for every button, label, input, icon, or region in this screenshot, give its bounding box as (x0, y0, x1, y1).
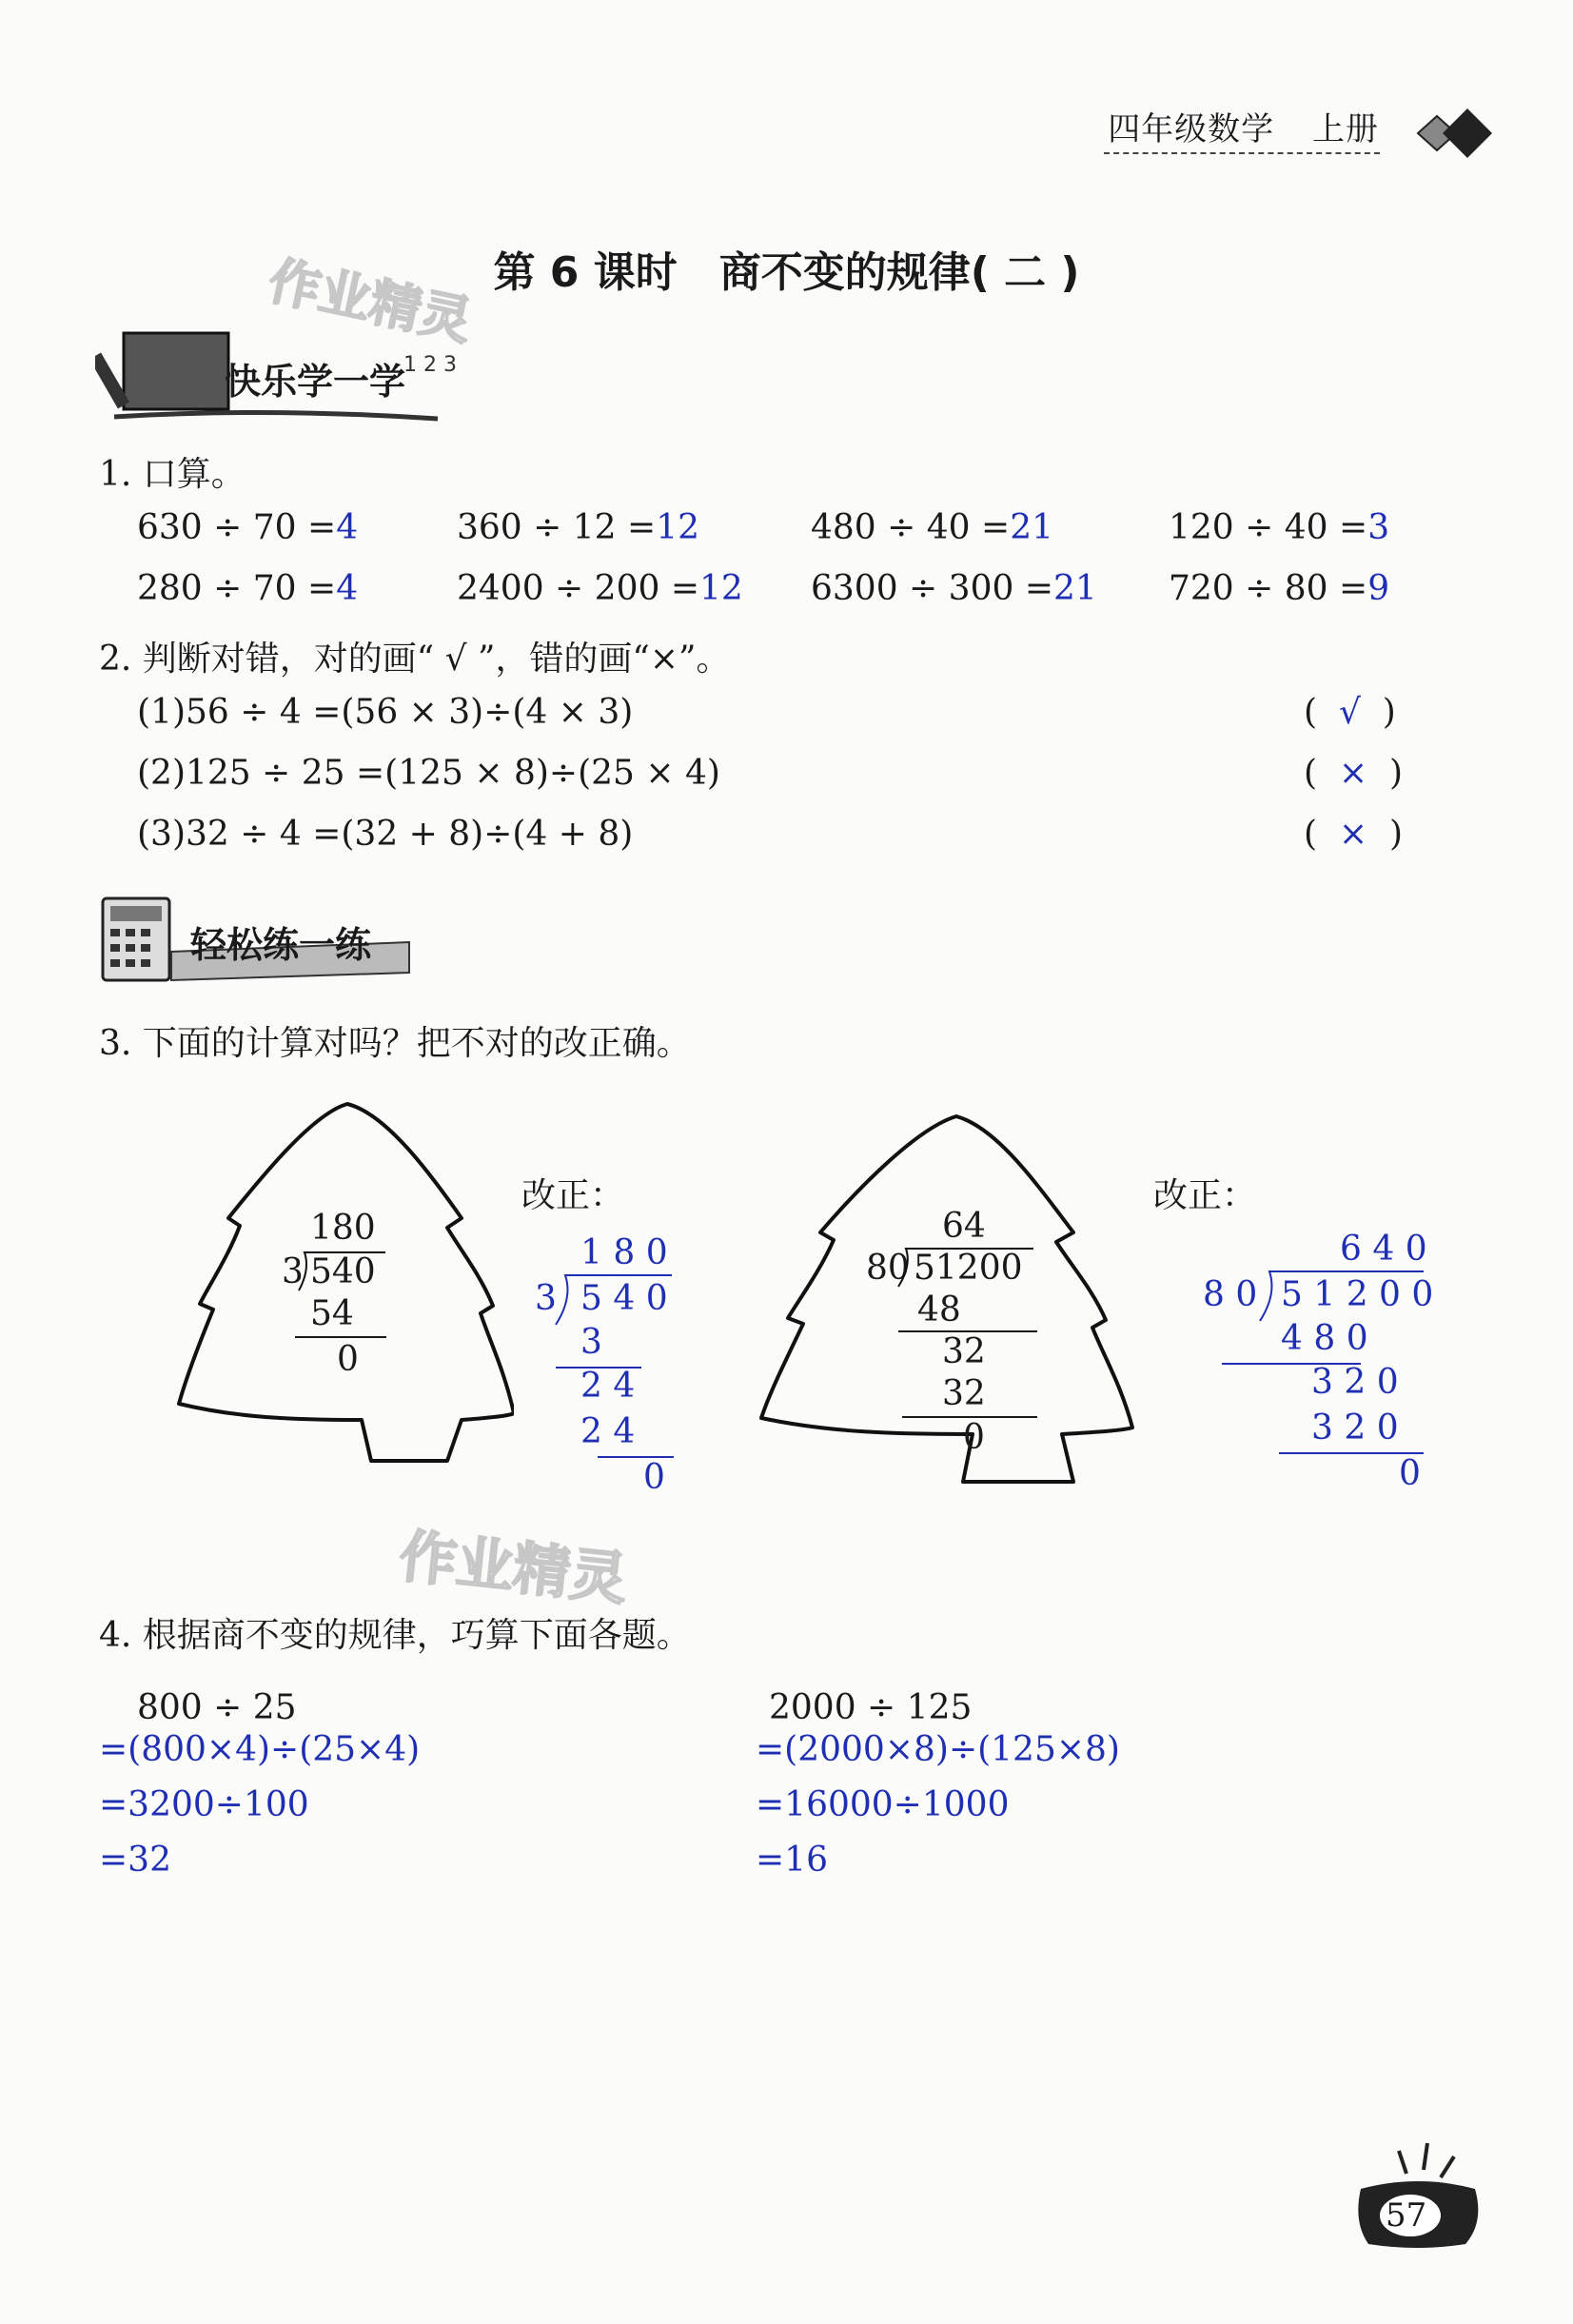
left-tree-divisor: 3 (282, 1252, 304, 1291)
right-fix-s2: 3 2 0 (1311, 1363, 1399, 1402)
right-tree-step3: 32 (942, 1374, 986, 1413)
right-tree-remainder: 0 (963, 1418, 985, 1457)
q1-expr: 6300 ÷ 300 = (811, 569, 1053, 608)
q4-left-problem: 800 ÷ 25 (137, 1688, 297, 1727)
q1-answer: 12 (656, 508, 699, 547)
book-name: 四年级数学 (1108, 110, 1275, 148)
svg-text:1 2 3: 1 2 3 (403, 353, 457, 377)
right-tree-quotient: 64 (942, 1207, 986, 1246)
left-tree-quotient: 180 (310, 1209, 376, 1248)
q2-label: 2. 判断对错，对的画“ √ ”，错的画“×”。 (99, 640, 731, 679)
q1-expr: 120 ÷ 40 = (1169, 508, 1368, 547)
left-fix-s3: 2 4 (580, 1412, 636, 1451)
left-fix-s4: 0 (643, 1458, 665, 1497)
q2-item-2: (2)125 ÷ 25 =(125 × 8)÷(25 × 4) (137, 754, 720, 793)
section-practice-title: 轻松练一练 (190, 924, 372, 966)
q1-r1-c4 (1169, 508, 1389, 547)
right-fix-s4: 0 (1399, 1454, 1421, 1493)
watermark-top: 作业精灵 (263, 250, 478, 352)
right-tree-dividend: 51200 (914, 1249, 1023, 1288)
q3-label: 3. 下面的计算对吗？把不对的改正确。 (99, 1024, 691, 1063)
tv-badge-icon (1342, 2132, 1485, 2255)
page-number: 57 (1386, 2196, 1427, 2235)
diamond-decoration-icon (1397, 95, 1502, 171)
right-tree-step1: 48 (917, 1290, 961, 1329)
q1-r1-c3 (811, 508, 1053, 547)
left-fix-quotient: 1 8 0 (580, 1233, 668, 1272)
q1-answer: 9 (1367, 569, 1390, 608)
q4-right-step-1: =(2000×8)÷(125×8) (756, 1730, 1120, 1769)
section-learn-title: 快乐学一学 (225, 361, 406, 403)
q1-answer: 4 (336, 508, 359, 547)
q1-answer: 12 (699, 569, 743, 608)
q1-answer: 21 (1053, 569, 1097, 608)
left-tree-remainder: 0 (337, 1340, 359, 1379)
left-correction-label: 改正： (521, 1176, 625, 1215)
q1-r1-c2 (457, 508, 699, 547)
left-tree-bracket (295, 1249, 390, 1296)
q1-label: 1. 口算。 (99, 455, 246, 494)
left-tree-rule (295, 1336, 386, 1338)
q1-answer: 4 (336, 569, 359, 608)
book-volume: 上册 (1312, 110, 1379, 148)
q4-left-step-3: =32 (99, 1841, 171, 1880)
q1-r2-c3 (811, 569, 1097, 608)
q1-expr: 280 ÷ 70 = (137, 569, 337, 608)
q1-expr: 630 ÷ 70 = (137, 508, 337, 547)
q1-expr: 480 ÷ 40 = (811, 508, 1011, 547)
q1-expr: 2400 ÷ 200 = (457, 569, 699, 608)
q4-label: 4. 根据商不变的规律，巧算下面各题。 (99, 1616, 691, 1655)
q4-right-step-2: =16000÷1000 (756, 1785, 1010, 1824)
q2-item-1: (1)56 ÷ 4 =(56 × 3)÷(4 × 3) (137, 693, 634, 732)
q4-right-problem: 2000 ÷ 125 (769, 1688, 973, 1727)
q2-item-3: (3)32 ÷ 4 =(32 + 8)÷(4 + 8) (137, 815, 634, 854)
right-fix-s1: 4 8 0 (1281, 1319, 1368, 1358)
q1-r2-c2 (457, 569, 743, 608)
right-fix-quotient: 6 4 0 (1340, 1230, 1427, 1269)
right-fix-s3: 3 2 0 (1311, 1408, 1399, 1448)
q2-mark: × (1338, 754, 1368, 793)
q2-answer-3: ( × ) (1304, 815, 1404, 854)
q1-expr: 360 ÷ 12 = (457, 508, 657, 547)
left-fix-divisor: 3 (535, 1279, 557, 1318)
q1-answer: 3 (1367, 508, 1390, 547)
q4-right-step-3: =16 (756, 1841, 828, 1880)
q2-answer-1: ( √ ) (1304, 693, 1396, 732)
right-correction-label: 改正： (1153, 1176, 1257, 1215)
left-fix-dividend: 5 4 0 (580, 1279, 668, 1318)
left-tree-dividend: 540 (310, 1252, 376, 1291)
lesson-title: 第 6 课时 商不变的规律( 二 ) (493, 248, 1080, 297)
q4-left-step-2: =3200÷100 (99, 1785, 309, 1824)
left-tree-step1: 54 (310, 1294, 354, 1333)
q2-mark: × (1338, 815, 1368, 854)
right-tree-step2: 32 (942, 1332, 986, 1371)
q1-r1-c1 (137, 508, 358, 547)
right-tree-divisor: 80 (866, 1249, 910, 1288)
q1-expr: 720 ÷ 80 = (1169, 569, 1368, 608)
q1-r2-c1 (137, 569, 358, 608)
q4-left-step-1: =(800×4)÷(25×4) (99, 1730, 421, 1769)
left-fix-s1: 3 (580, 1323, 602, 1362)
right-fix-divisor: 8 0 (1203, 1275, 1258, 1314)
q1-answer: 21 (1010, 508, 1053, 547)
q2-answer-2: ( × ) (1304, 754, 1404, 793)
q2-mark: √ (1338, 693, 1361, 732)
watermark-middle: 作业精灵 (396, 1523, 631, 1614)
right-fix-dividend: 5 1 2 0 0 (1281, 1275, 1434, 1314)
left-fix-s2: 2 4 (580, 1367, 636, 1406)
header-underline (1104, 152, 1380, 154)
book-header (1108, 103, 1379, 149)
q1-r2-c4 (1169, 569, 1389, 608)
